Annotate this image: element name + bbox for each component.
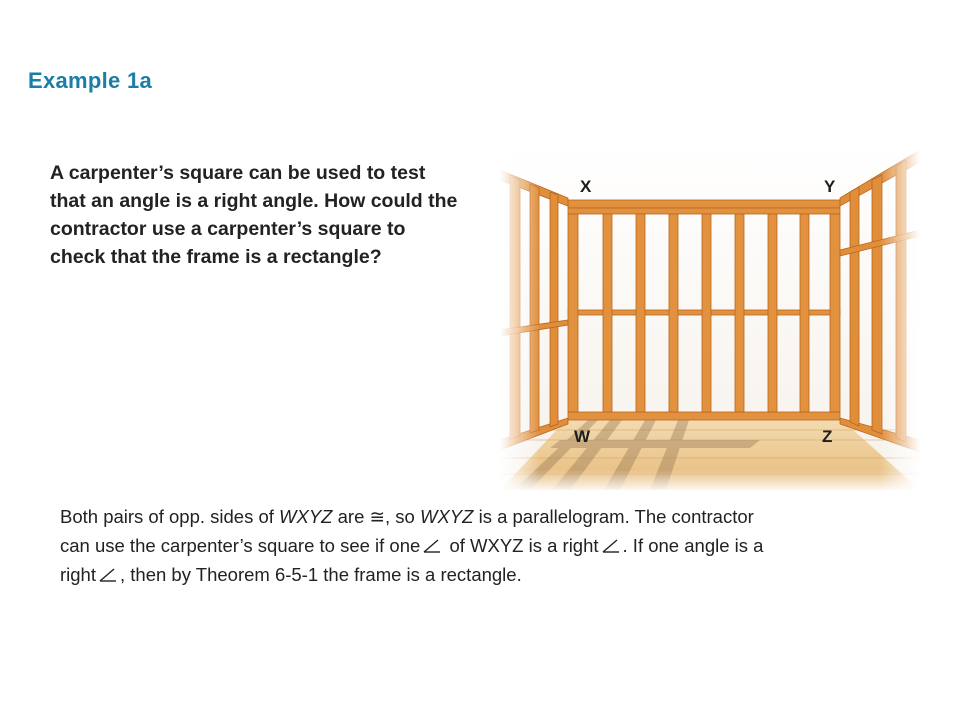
wall-frame-illustration (500, 140, 920, 490)
angle-symbol-icon (422, 539, 442, 553)
question-line-4: check that the frame is a rectangle? (50, 246, 382, 268)
slide-title: Example 1a (28, 68, 153, 93)
answer-text (60, 502, 880, 589)
question-text (50, 159, 500, 271)
question-line-2: that an angle is a right angle. How could the (50, 190, 458, 212)
angle-symbol-icon (98, 568, 118, 582)
vertex-label-y: Y (824, 177, 836, 196)
answer-line-3: right , then by Theorem 6-5-1 the frame is a rectangle. (60, 564, 522, 585)
frame-photo (500, 140, 920, 490)
vertex-label-z: Z (822, 427, 833, 446)
vertex-label-w: W (574, 427, 591, 446)
answer-line-2: can use the carpenter’s square to see if one of WXYZ is a right . If one angle is a (60, 535, 764, 556)
question-line-3: contractor use a carpenter’s square to (50, 218, 406, 240)
angle-symbol-icon (601, 539, 621, 553)
question-line-1: A carpenter’s square can be used to test (50, 162, 426, 184)
answer-line-1: Both pairs of opp. sides of WXYZ are ≅, so WXYZ is a parallelogram. The contractor (60, 506, 754, 527)
vertex-label-x: X (580, 177, 592, 196)
